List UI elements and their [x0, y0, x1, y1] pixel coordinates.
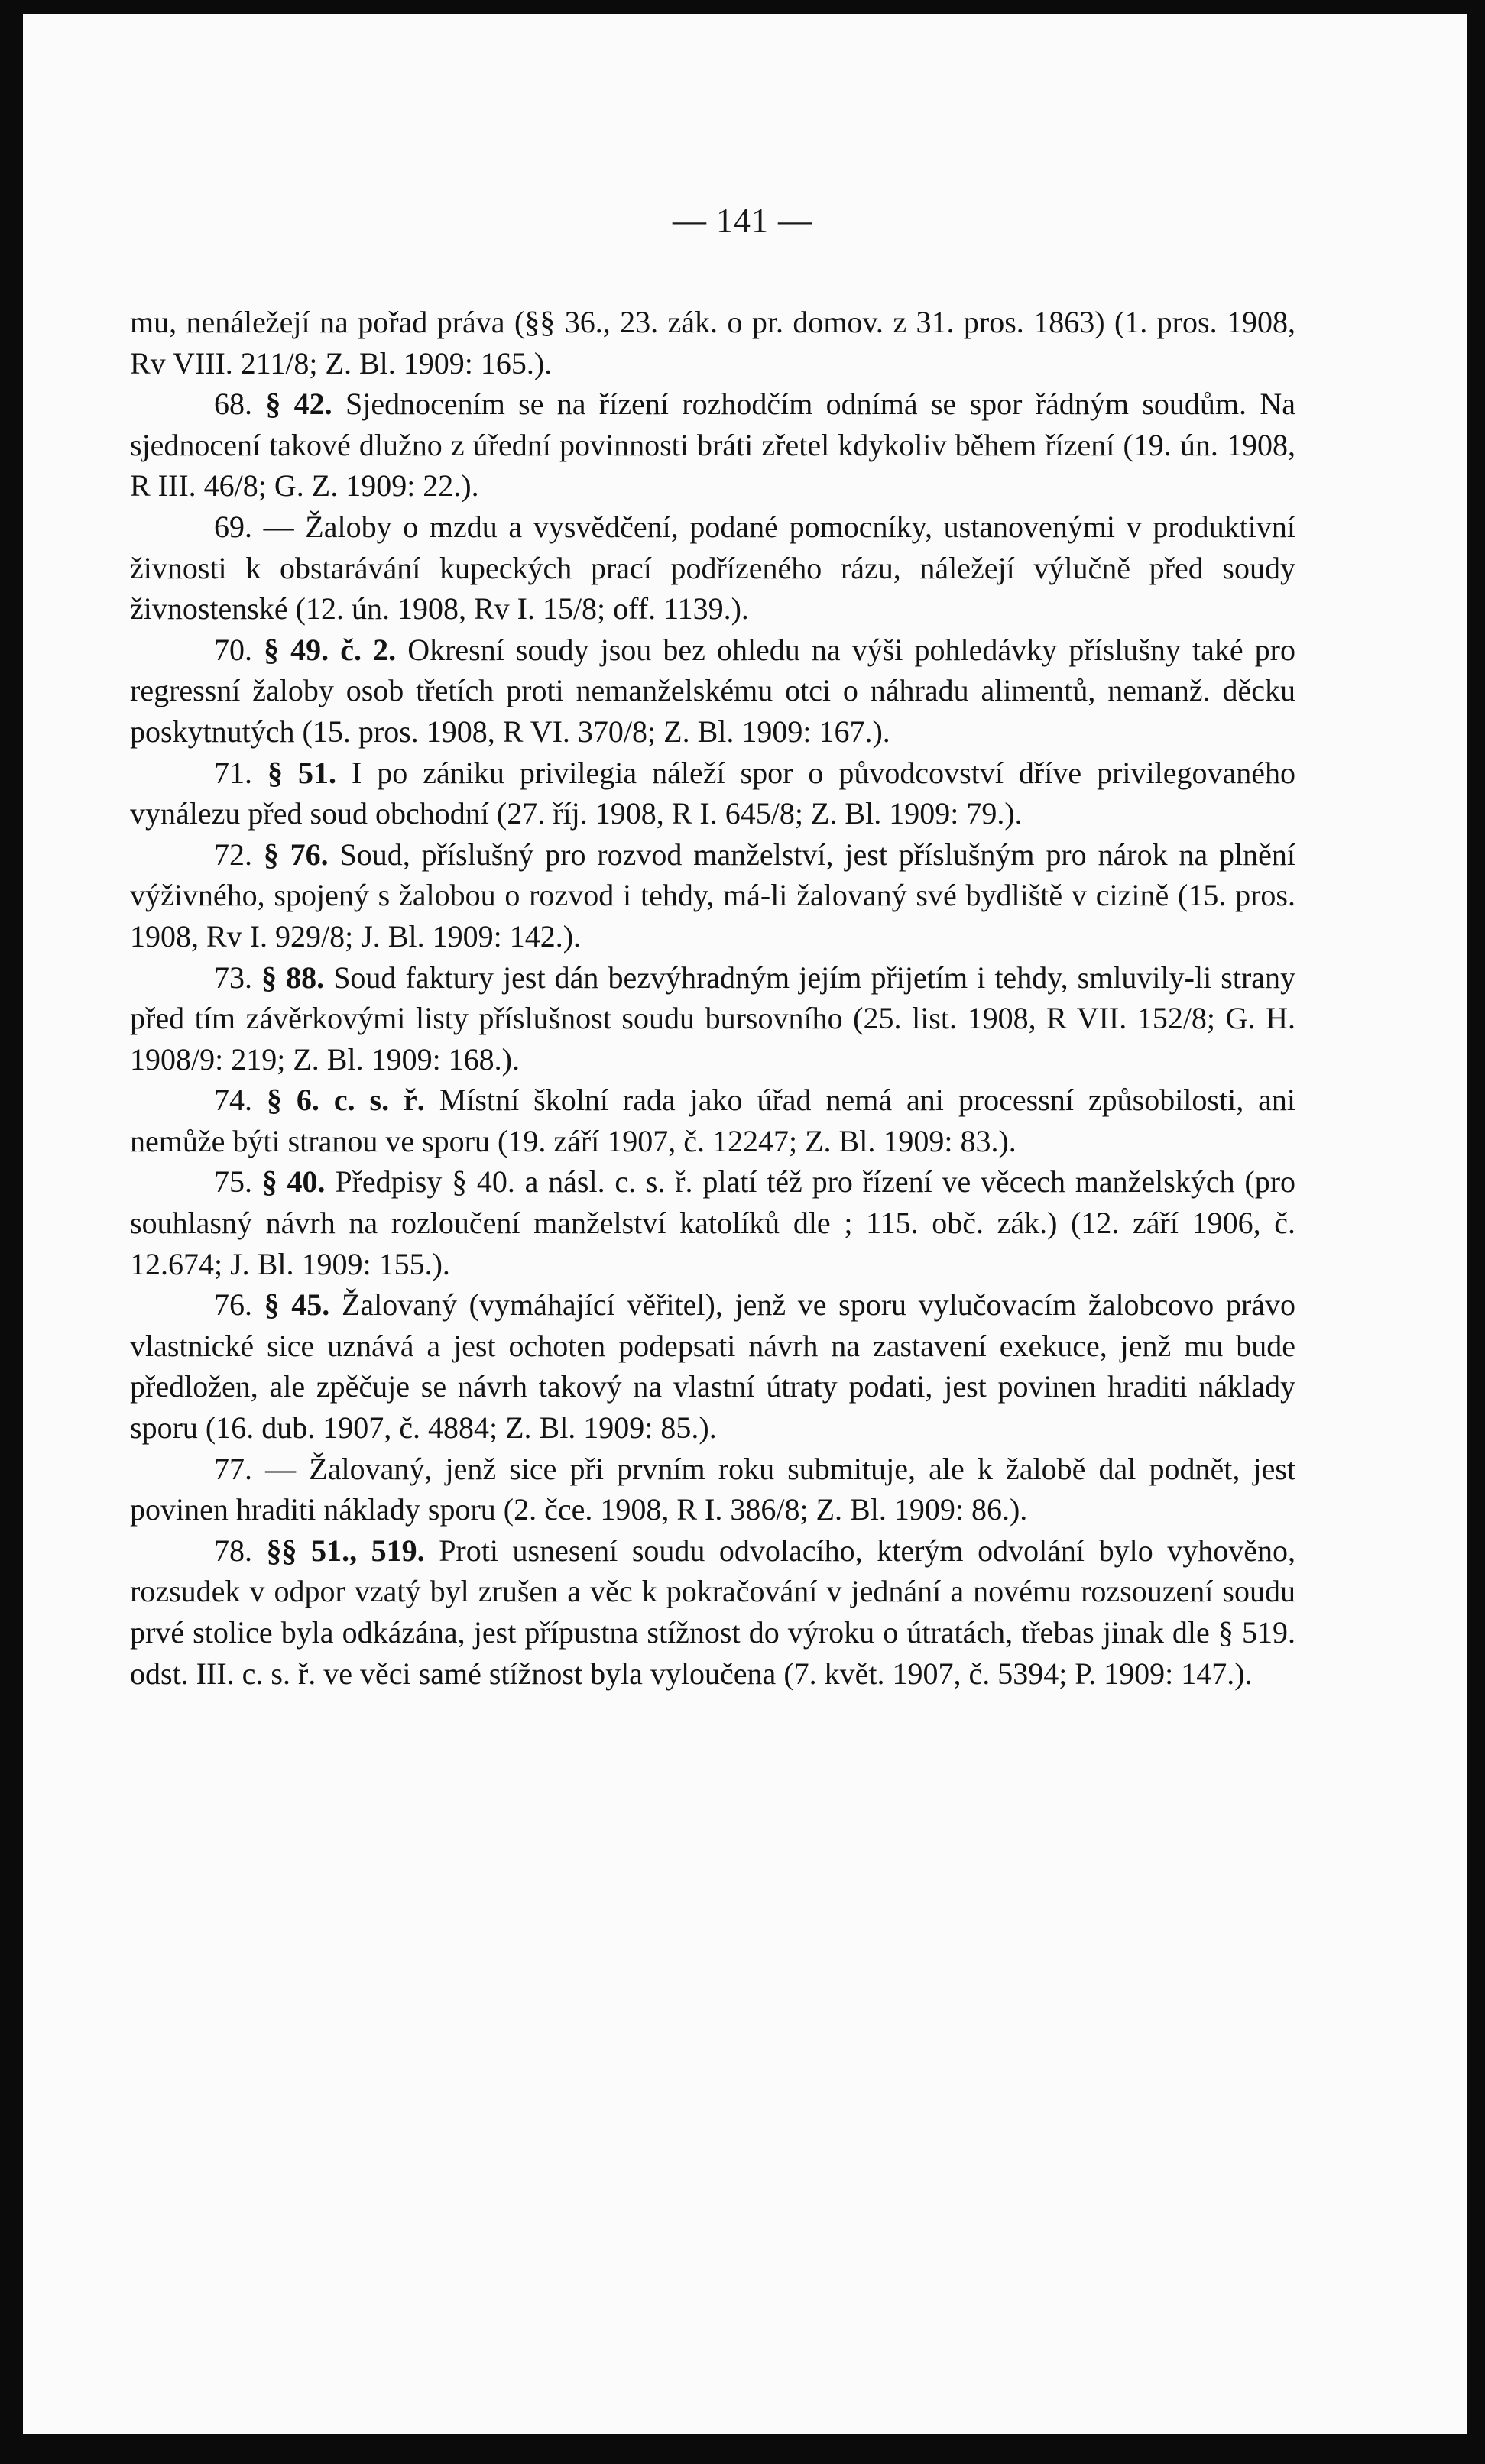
page-body	[130, 302, 1295, 1694]
paragraph-73	[130, 957, 1295, 1080]
page-number: — 141 —	[673, 202, 812, 239]
paragraph-text: — Žalovaný, jenž sice při prvním roku submituje, ale k žalobě dal podnět, jest povinen hraditi náklady sporu (2. čce. 1908, R I. 386/8; Z. Bl. 1909: 86.).	[130, 1451, 1296, 1527]
section-reference: § 49. č. 2.	[264, 632, 397, 667]
paragraph-77	[130, 1449, 1295, 1530]
paragraph-71	[130, 753, 1295, 834]
paragraph-number: 71.	[214, 755, 252, 790]
paragraph-number: 73.	[214, 960, 252, 995]
paragraph-text: mu, nenáležejí na pořad práva (§§ 36., 23. zák. o pr. domov. z 31. pros. 1863) (1. pros. 1908, Rv VIII. 211/8; Z. Bl. 1909: 165.).	[130, 305, 1295, 380]
paragraph-text: Sjednocením se na řízení rozhodčím odnímá se spor řádným soudům. Na sjednocení takové dlužno z úřední povinnosti bráti zřetel kdykoliv během řízení (19. ún. 1908, R III. 46/8; G. Z. 1909: 22.).	[130, 387, 1295, 503]
paragraph-78	[130, 1530, 1295, 1694]
paragraph-text: Předpisy § 40. a násl. c. s. ř. platí též pro řízení ve věcech manželských (pro souhlasný návrh na rozloučení manželství katolíků dle ; 115. obč. zák.) (12. září 1906, č. 12.674; J. Bl. 1909: 155.).	[130, 1164, 1296, 1281]
paragraph-number: 72.	[214, 837, 252, 872]
paragraph-number: 68.	[214, 387, 252, 422]
paragraph-number: 69.	[214, 509, 252, 544]
paragraph-number: 78.	[214, 1533, 252, 1568]
paragraph-text: Soud, příslušný pro rozvod manželství, jest příslušným pro nárok na plnění výživného, spojený s žalobou o rozvod i tehdy, má-li žalovaný své bydliště v cizině (15. pros. 1908, Rv I. 929/8; J. Bl. 1909: 142.).	[130, 837, 1296, 954]
paragraph-68	[130, 384, 1295, 507]
paragraph-72	[130, 834, 1295, 957]
paragraph-text: — Žaloby o mzdu a vysvědčení, podané pomocníky, ustanovenými v produktivní živnosti k obstarávání kupeckých prací podřízeného rázu, náležejí výlučně před soudy živnostenské (12. ún. 1908, Rv I. 15/8; off. 1139.).	[130, 509, 1296, 627]
paragraph-75	[130, 1161, 1295, 1284]
section-reference: § 88.	[261, 960, 325, 995]
section-reference: § 40.	[261, 1164, 326, 1200]
paragraph-text: Žalovaný (vymáhající věřitel), jenž ve sporu vylučovacím žalobcovo právo vlastnické sice uznává a jest ochoten podepsati návrh na zastavení exekuce, jenž mu bude předložen, ale zpěčuje se návrh takový na vlastní útraty podati, jest povinen hraditi náklady sporu (16. dub. 1907, č. 4884; Z. Bl. 1909: 85.).	[130, 1287, 1296, 1446]
paragraph-text: Okresní soudy jsou bez ohledu na výši pohledávky příslušny také pro regressní žaloby osob třetích proti nemanželskému otci o náhradu alimentů, nemanž. děcku poskytnutých (15. pros. 1908, R VI. 370/8; Z. Bl. 1909: 167.).	[130, 632, 1296, 749]
paragraph-continuation	[130, 302, 1295, 384]
paragraph-number: 77.	[214, 1451, 252, 1486]
section-reference: § 45.	[264, 1287, 330, 1323]
paragraph-number: 74.	[214, 1083, 252, 1118]
section-reference: § 76.	[263, 837, 329, 872]
paragraph-74	[130, 1080, 1295, 1161]
paragraph-text: Místní školní rada jako úřad nemá ani processní způsobilosti, ani nemůže býti stranou ve sporu (19. září 1907, č. 12247; Z. Bl. 1909: 83.).	[130, 1083, 1296, 1158]
paragraph-76	[130, 1284, 1295, 1448]
paragraph-70	[130, 630, 1295, 753]
paragraph-text: I po zániku privilegia náleží spor o původcovství dříve privilegovaného vynálezu před soud obchodní (27. říj. 1908, R I. 645/8; Z. Bl. 1909: 79.).	[130, 755, 1296, 831]
paragraph-number: 70.	[214, 632, 252, 667]
paragraph-number: 75.	[214, 1164, 252, 1200]
paragraph-text: Proti usnesení soudu odvolacího, kterým odvolání bylo vyhověno, rozsudek v odpor vzatý byl zrušen a věc k pokračování v jednání a novému rozsouzení soudu prvé stolice byla odkázána, jest přípustna stížnost do výroku o útratách, třebas jinak dle § 519. odst. III. c. s. ř. ve věci samé stížnost byla vyloučena (7. květ. 1907, č. 5394; P. 1909: 147.).	[130, 1533, 1296, 1691]
section-reference: §§ 51., 519.	[266, 1533, 425, 1568]
paragraph-69	[130, 507, 1295, 630]
paragraph-number: 76.	[214, 1287, 252, 1323]
section-reference: § 6. c. s. ř.	[266, 1083, 425, 1118]
section-reference: § 42.	[265, 387, 332, 422]
section-reference: § 51.	[267, 755, 336, 790]
paragraph-text: Soud faktury jest dán bezvýhradným jejím přijetím i tehdy, smluvily-li strany před tím závěrkovými listy příslušnost soudu bursovního (25. list. 1908, R VII. 152/8; G. H. 1908/9: 219; Z. Bl. 1909: 168.).	[130, 960, 1296, 1077]
